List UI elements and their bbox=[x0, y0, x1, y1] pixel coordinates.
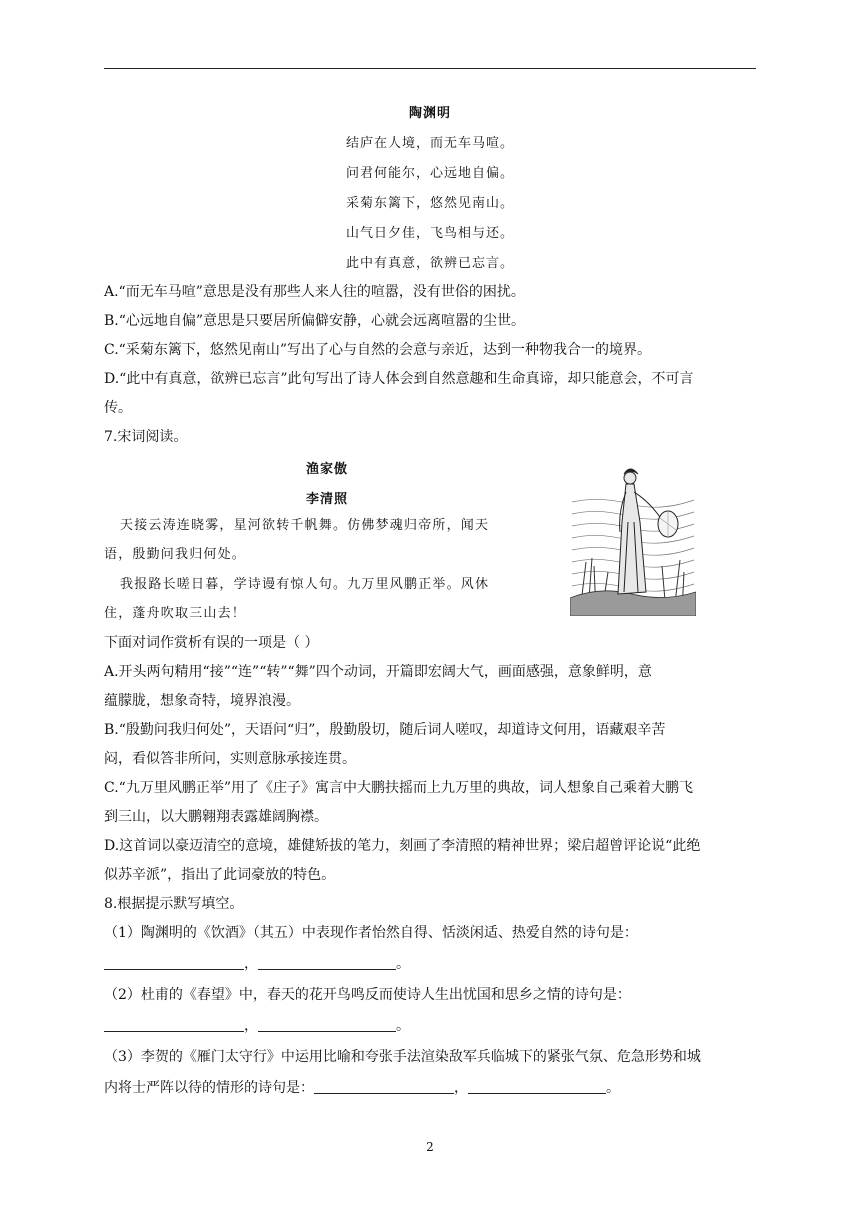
q8-answer-row-2: ， 。 bbox=[104, 1016, 410, 1036]
q7-question: 下面对词作赏析有误的一项是（ ） bbox=[104, 635, 319, 651]
q7-option-a: A.开头两句精用“接”“连”“转”“舞”四个动词，开篇即宏阔大气，画面感强，意象鲜明，意 bbox=[104, 664, 652, 680]
ci-author: 李清照 bbox=[305, 492, 348, 507]
q7-option-a-cont: 蕴朦胧，想象奇特，境界浪漫。 bbox=[104, 693, 300, 709]
q7-option-d-cont: 似苏辛派”，指出了此词豪放的特色。 bbox=[104, 867, 336, 883]
answer-blank[interactable] bbox=[104, 1017, 244, 1032]
q8-prompt-3: （3）李贺的《雁门太守行》中运用比喻和夸张手法渲染敌军兵临城下的紧张气氛、危急形势和城 bbox=[104, 1049, 701, 1065]
poem-line: 山气日夕佳，飞鸟相与还。 bbox=[345, 226, 514, 241]
ci-stanza-1: 天接云涛连晓雾，星河欲转千帆舞。仿佛梦魂归帝所，闻天 bbox=[120, 518, 490, 533]
q6-option-d: D.“此中有真意，欲辨已忘言”此句写出了诗人体会到自然意趣和生命真谛，却只能意会，不可言 bbox=[104, 371, 694, 387]
q7-option-c: C.“九万里风鹏正举”用了《庄子》寓言中大鹏扶摇而上九万里的典故，词人想象自己乘着大鹏飞 bbox=[104, 780, 693, 796]
ci-stanza-2: 我报路长嗟日暮，学诗谩有惊人句。九万里风鹏正举。风休 bbox=[120, 577, 490, 592]
answer-blank[interactable] bbox=[314, 1079, 454, 1094]
poem-line: 采菊东篱下，悠然见南山。 bbox=[345, 196, 514, 211]
poem-line: 此中有真意，欲辨已忘言。 bbox=[345, 256, 514, 271]
q6-option-d-cont: 传。 bbox=[104, 400, 132, 416]
q7-option-b: B.“殷勤问我归何处”，天语问“归”，殷勤殷切，随后词人嗟叹，却道诗文何用，语藏艰辛苦 bbox=[104, 722, 666, 738]
ci-title: 渔家傲 bbox=[305, 462, 348, 477]
q6-option-c: C.“采菊东篱下，悠然见南山”写出了心与自然的会意与亲近，达到一种物我合一的境界。 bbox=[104, 342, 651, 358]
q7-option-b-cont: 闷，看似答非所问，实则意脉承接连贯。 bbox=[104, 751, 356, 767]
q8-answer-row-1: ， 。 bbox=[104, 954, 410, 974]
answer-blank[interactable] bbox=[104, 955, 244, 970]
q7-option-c-cont: 到三山，以大鹏翱翔表露雄阔胸襟。 bbox=[104, 809, 328, 825]
ci-stanza-1-cont: 语，殷勤问我归何处。 bbox=[104, 547, 247, 562]
poem-author: 陶渊明 bbox=[408, 106, 451, 121]
q8-stem: 8.根据提示默写填空。 bbox=[104, 896, 244, 912]
poem-line: 问君何能尔，心远地自偏。 bbox=[345, 166, 514, 181]
q6-option-b: B.“心远地自偏”意思是只要居所偏僻安静，心就会远离喧嚣的尘世。 bbox=[104, 313, 526, 329]
q8-prompt-1: （1）陶渊明的《饮酒》（其五）中表现作者怡然自得、恬淡闲适、热爱自然的诗句是： bbox=[104, 925, 638, 941]
answer-blank[interactable] bbox=[468, 1079, 606, 1094]
page-number: 2 bbox=[426, 1140, 434, 1154]
q6-option-a: A.“而无车马喧”意思是没有那些人来人往的喧嚣，没有世俗的困扰。 bbox=[104, 284, 525, 300]
q7-option-d: D.这首词以豪迈清空的意境，雄健矫拔的笔力，刻画了李清照的精神世界；梁启超曾评论说“此绝 bbox=[104, 838, 701, 854]
q7-stem: 7.宋词阅读。 bbox=[104, 429, 188, 445]
answer-blank[interactable] bbox=[258, 955, 396, 970]
header-rule bbox=[104, 68, 756, 69]
li-qingzhao-illustration bbox=[570, 462, 696, 616]
poem-line: 结庐在人境，而无车马喧。 bbox=[345, 136, 514, 151]
answer-blank[interactable] bbox=[258, 1017, 396, 1032]
q8-prompt-3-cont: 内将士严阵以待的情形的诗句是： ， 。 bbox=[104, 1080, 620, 1096]
ci-stanza-2-cont: 住，蓬舟吹取三山去！ bbox=[104, 606, 247, 621]
q8-prompt-2: （2）杜甫的《春望》中，春天的花开鸟鸣反而使诗人生出忧国和思乡之情的诗句是： bbox=[104, 987, 631, 1003]
